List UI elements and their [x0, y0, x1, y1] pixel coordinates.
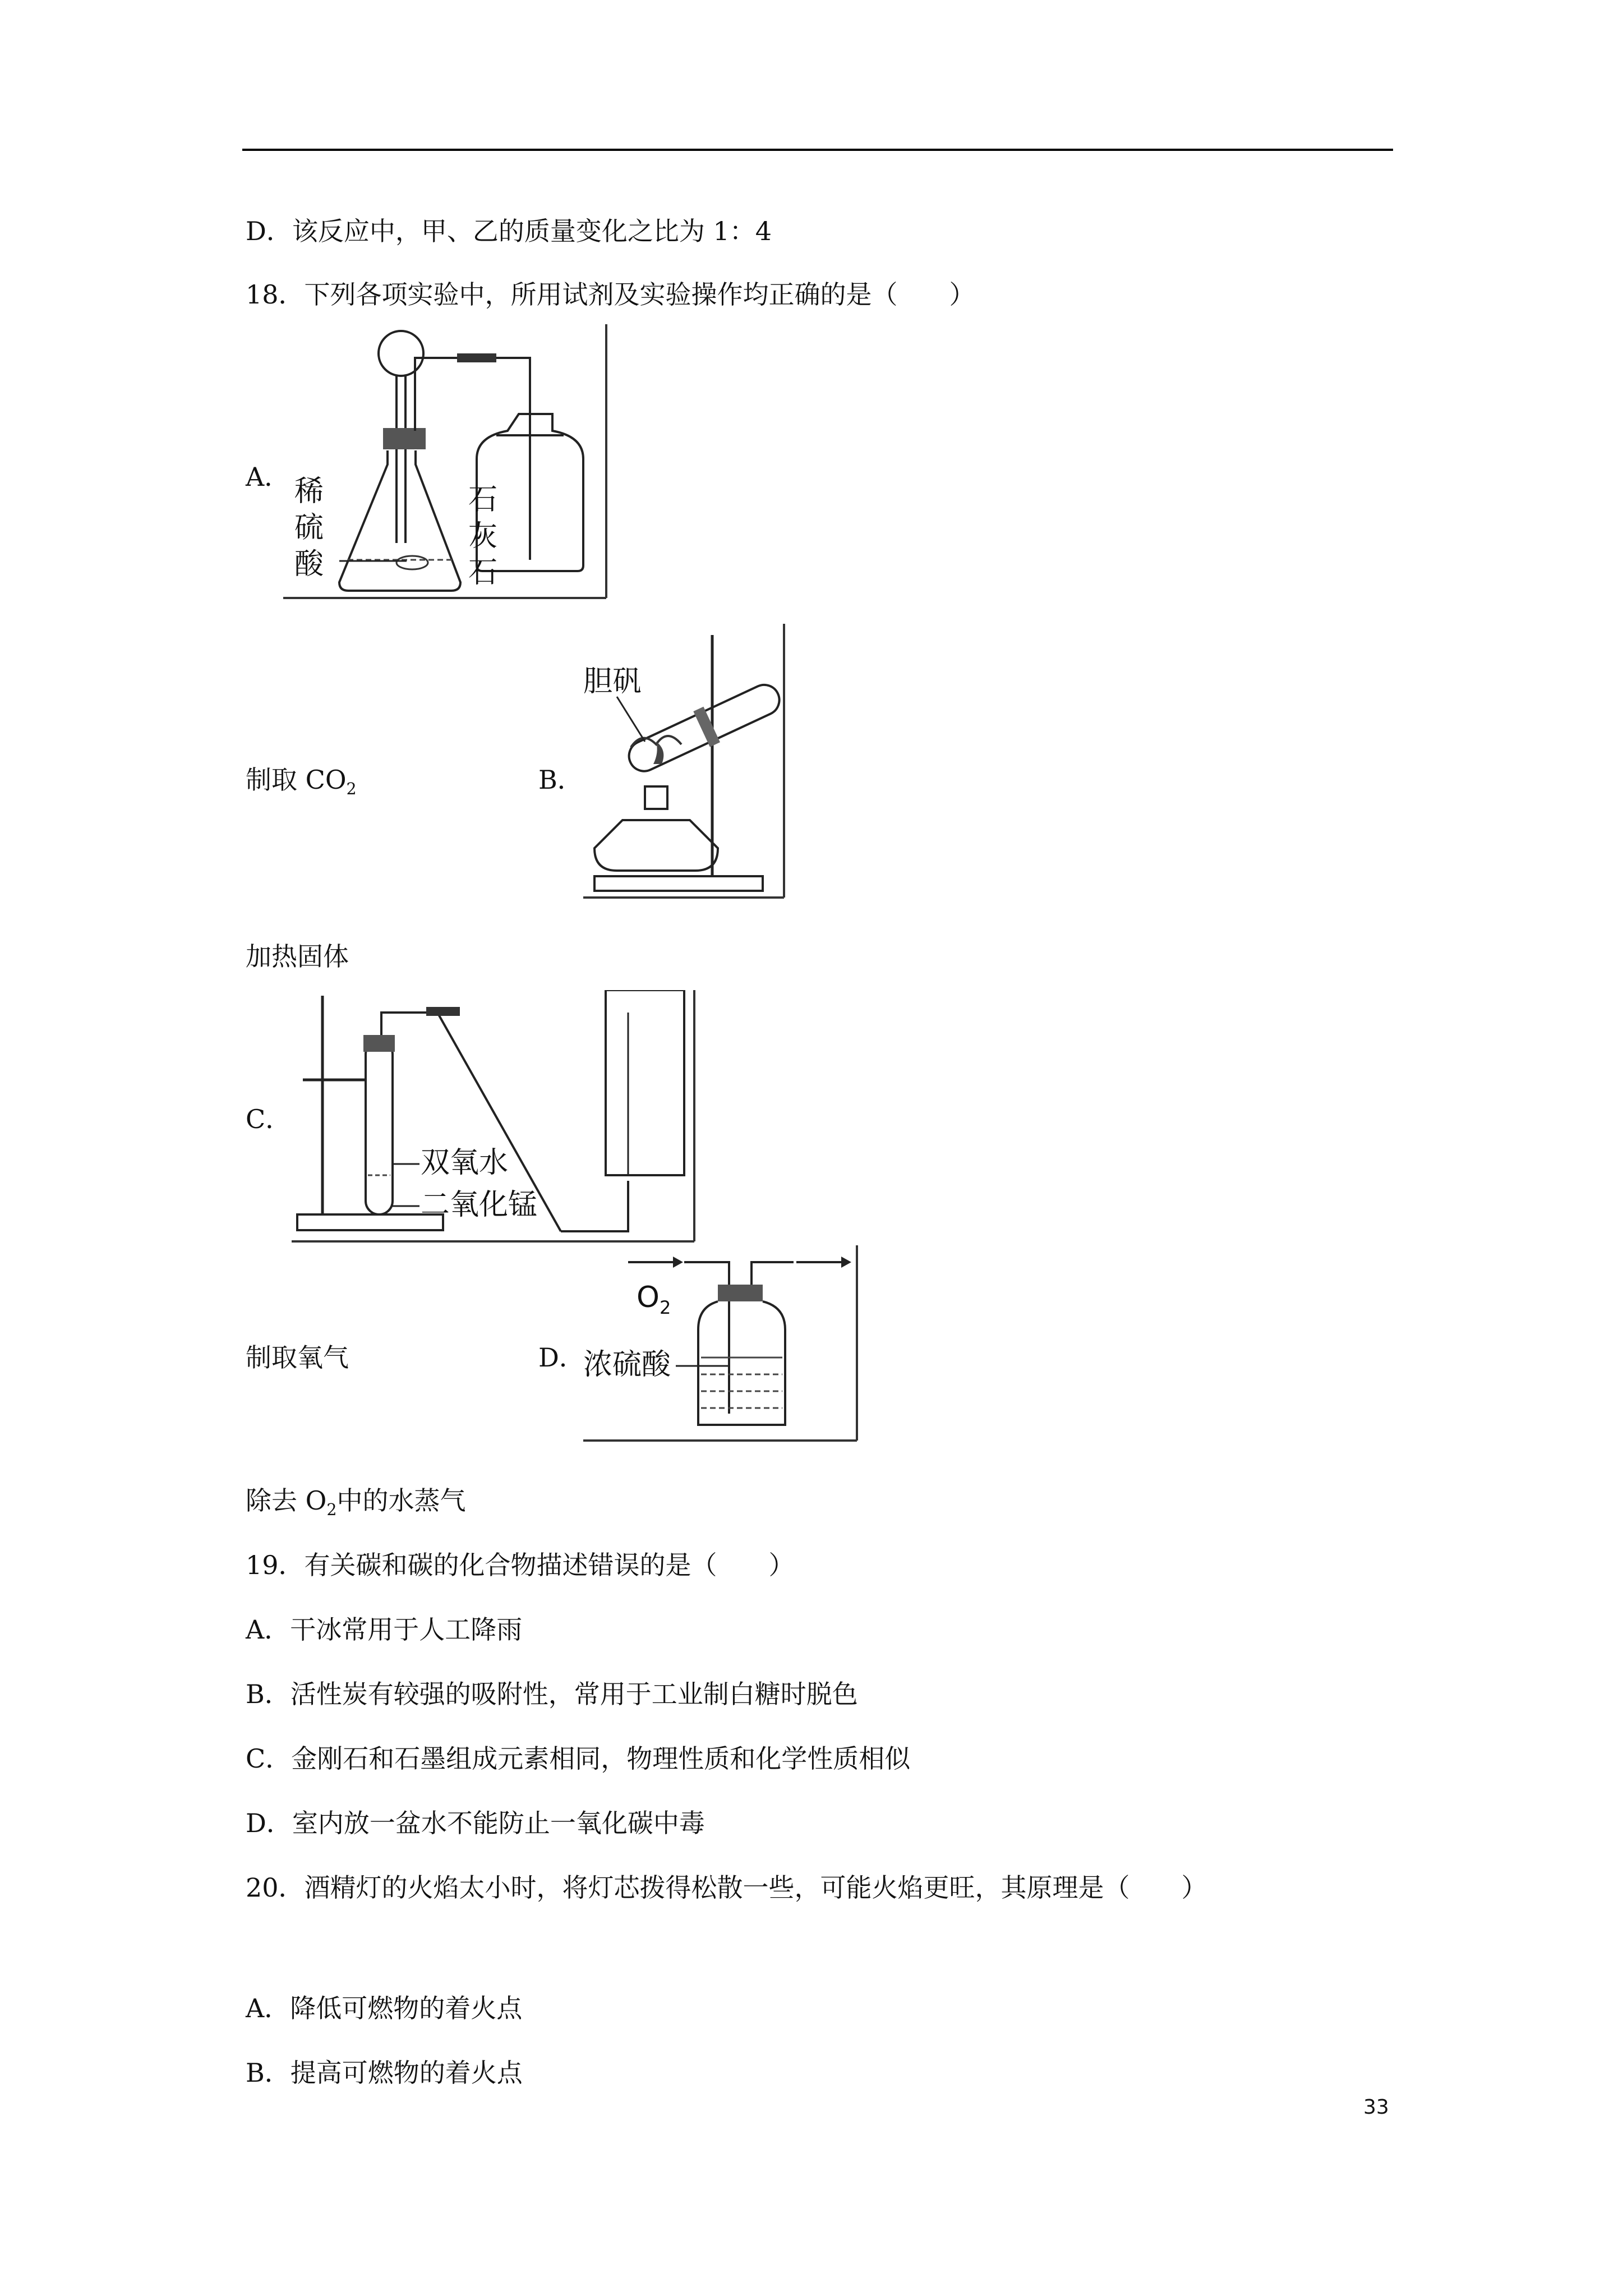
q18-c-label: C．	[246, 1104, 292, 1134]
q19-option-a: A．干冰常用于人工降雨	[246, 1614, 523, 1645]
q18-d-caption	[246, 1484, 466, 1527]
figure-c-label-1: 双氧水	[421, 1146, 509, 1180]
figure-c-oxygen-apparatus	[292, 990, 695, 1243]
figure-c-label-2: 二氧化锰	[421, 1188, 538, 1222]
q19-stem: 19．有关碳和碳的化合物描述错误的是（ ）	[246, 1550, 795, 1580]
q19-option-c: C．金刚石和石墨组成元素相同，物理性质和化学性质相似	[246, 1743, 911, 1774]
figure-a-label-left-2: 硫	[294, 511, 324, 545]
q18-a-caption	[246, 763, 357, 806]
q20-option-b: B．提高可燃物的着火点	[246, 2058, 523, 2088]
figure-a-label-left-1: 稀	[294, 475, 324, 508]
figure-d-drying-bottle	[583, 1245, 858, 1442]
figure-a-label-left-3: 酸	[294, 547, 324, 581]
figure-d-label: 浓硫酸	[583, 1348, 671, 1382]
figure-b-label: 胆矾	[583, 665, 642, 698]
q18-d-label: D．	[538, 1342, 585, 1373]
q17-option-d: D．该反应中，甲、乙的质量变化之比为 1：4	[246, 216, 772, 246]
figure-d-gas-sub: 2	[659, 1297, 671, 1318]
page-number: 33	[1363, 2096, 1389, 2119]
figure-b-heating-apparatus	[583, 624, 785, 899]
q18-stem: 18．下列各项实验中，所用试剂及实验操作均正确的是（ ）	[246, 279, 975, 310]
q20-option-a: A．降低可燃物的着火点	[246, 1993, 523, 2023]
q18-c-caption: 制取氧气	[246, 1342, 349, 1373]
q18-a-caption-sub: 2	[346, 780, 357, 799]
header-rule	[242, 149, 1393, 151]
figure-d-gas-label	[637, 1281, 671, 1318]
q18-d-caption-suffix: 中的水蒸气	[336, 1485, 466, 1516]
q18-d-caption-prefix: 除去 O	[246, 1485, 327, 1516]
figure-a-label-right-3: 石	[468, 556, 498, 590]
q19-option-d: D．室内放一盆水不能防止一氧化碳中毒	[246, 1808, 705, 1838]
q18-b-label: B．	[538, 765, 583, 795]
q18-a-label: A．	[246, 462, 291, 492]
q20-stem: 20．酒精灯的火焰太小时，将灯芯拨得松散一些，可能火焰更旺，其原理是（ ）	[246, 1872, 1207, 1903]
q18-a-caption-prefix: 制取 CO	[246, 765, 347, 795]
figure-a-co2-apparatus	[283, 324, 608, 599]
q18-b-caption: 加热固体	[246, 941, 349, 972]
q18-d-caption-sub: 2	[326, 1501, 337, 1520]
figure-a-label-right-2: 灰	[468, 519, 498, 553]
q19-option-b: B．活性炭有较强的吸附性，常用于工业制白糖时脱色	[246, 1679, 858, 1709]
figure-a-label-right-1: 石	[468, 483, 498, 517]
figure-d-gas: O	[637, 1281, 660, 1314]
